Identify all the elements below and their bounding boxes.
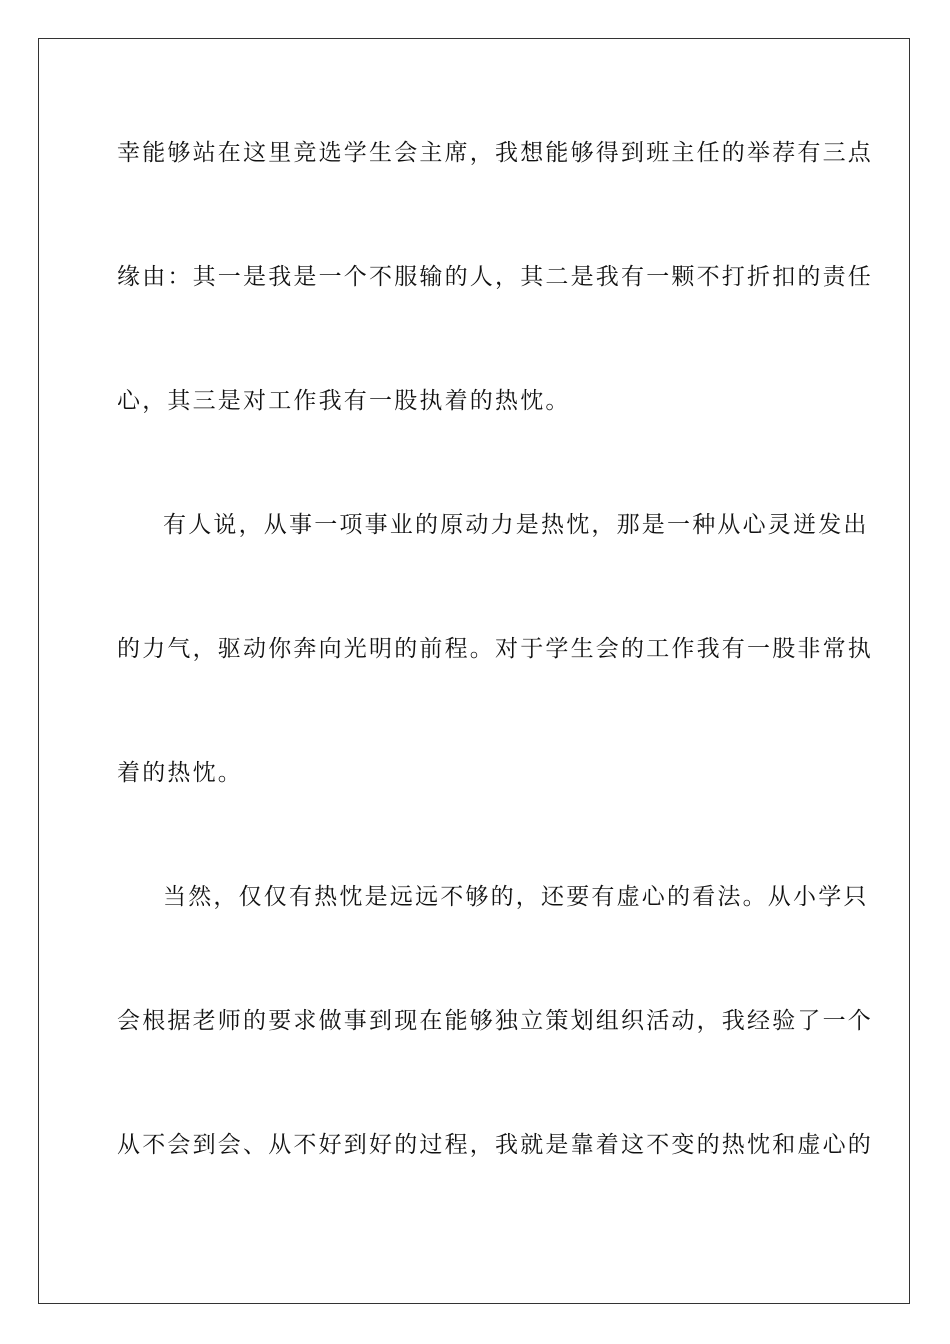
text-line: 着的热忱。 bbox=[117, 760, 243, 786]
paragraph-start-line: 有人说，从事一项事业的原动力是热忱，那是一种从心灵迸发出 bbox=[163, 512, 869, 538]
text-line: 缘由：其一是我是一个不服输的人，其二是我有一颗不打折扣的责任 bbox=[117, 264, 873, 290]
text-line: 的力气，驱动你奔向光明的前程。对于学生会的工作我有一股非常执 bbox=[117, 636, 873, 662]
text-line: 幸能够站在这里竞选学生会主席，我想能够得到班主任的举荐有三点 bbox=[117, 140, 873, 166]
paragraph-start-line: 当然，仅仅有热忱是远远不够的，还要有虚心的看法。从小学只 bbox=[163, 884, 869, 910]
page-border bbox=[38, 38, 910, 1304]
text-line: 心，其三是对工作我有一股执着的热忱。 bbox=[117, 388, 571, 414]
text-line: 会根据老师的要求做事到现在能够独立策划组织活动，我经验了一个 bbox=[117, 1008, 873, 1034]
text-line: 从不会到会、从不好到好的过程，我就是靠着这不变的热忱和虚心的 bbox=[117, 1132, 873, 1158]
